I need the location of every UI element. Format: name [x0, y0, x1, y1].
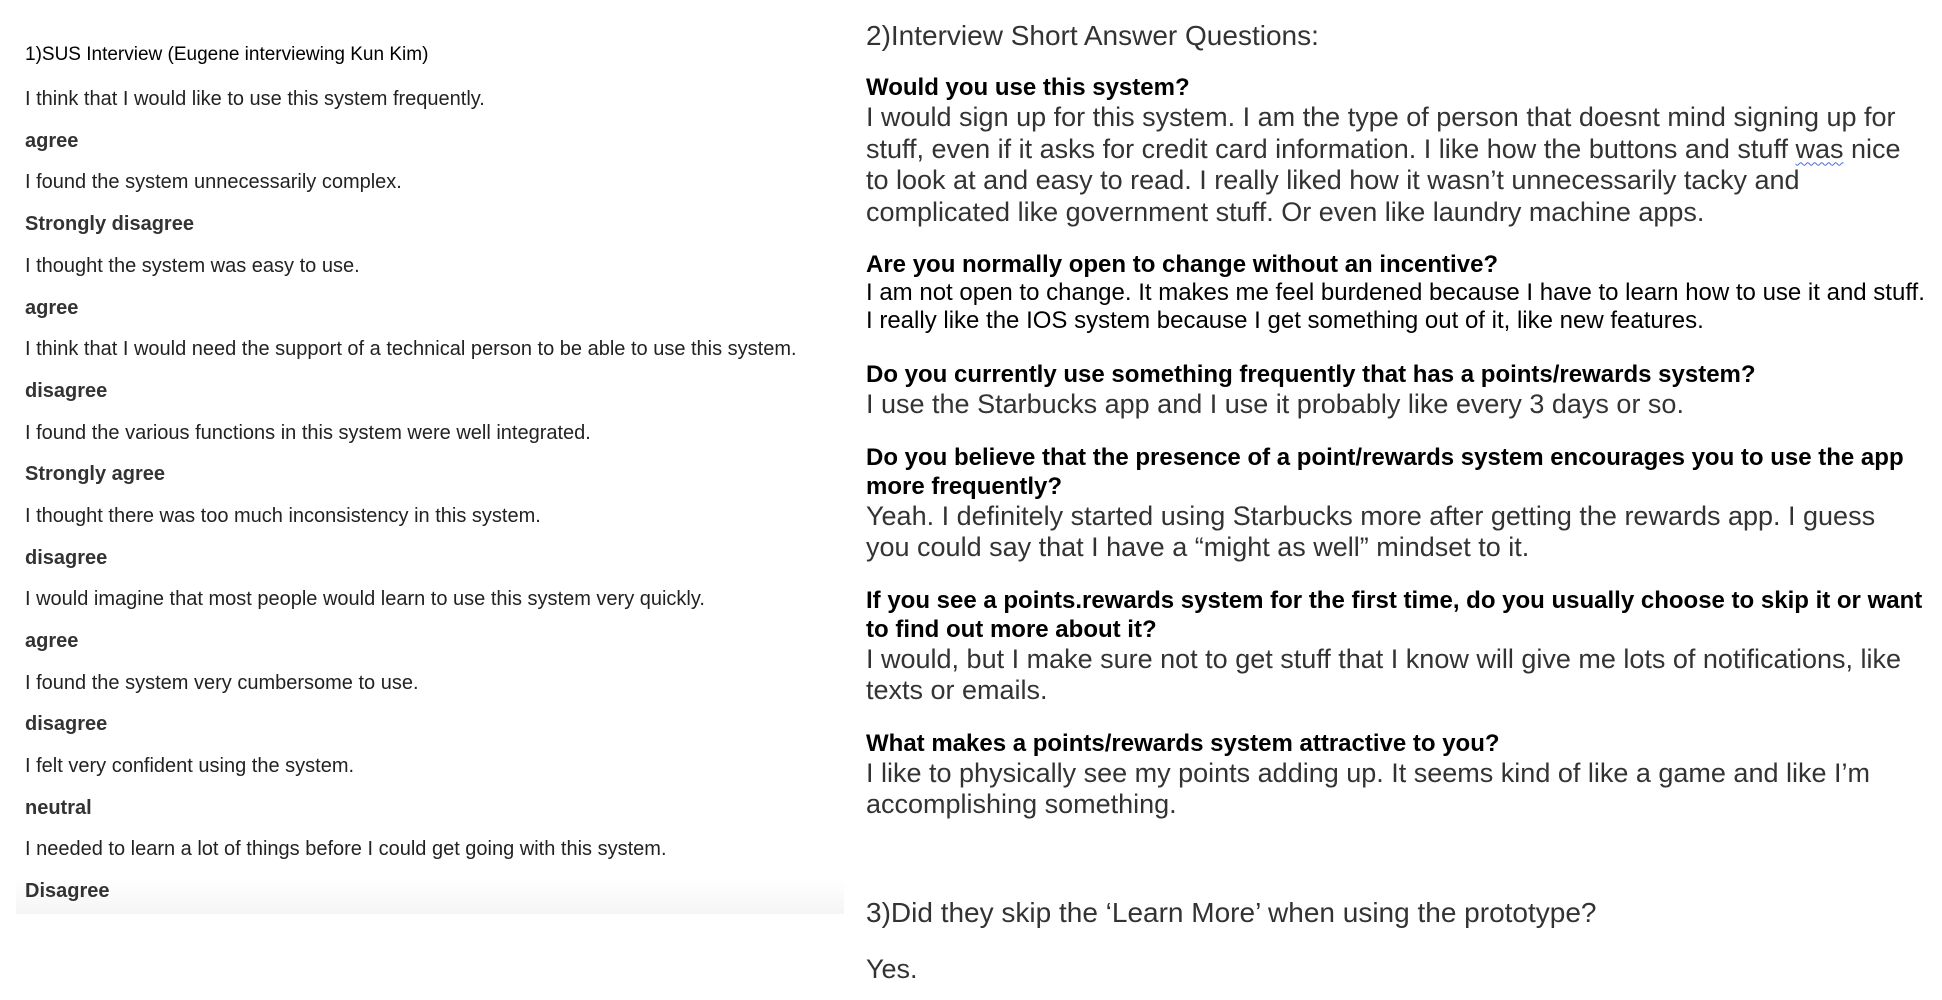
qa-block [866, 586, 1926, 707]
sus-answer: disagree [25, 713, 108, 735]
qa-block [866, 443, 1926, 564]
sus-answer: Strongly disagree [25, 213, 194, 235]
qa-answer-text: I would sign up for this system. I am the type of person that doesnt mind signing up for stuff, even if it asks for credit card information. I like how the buttons and stuff [866, 102, 1896, 164]
qa-block [866, 250, 1926, 335]
sus-question: I would imagine that most people would learn to use this system very quickly. [25, 588, 705, 610]
sus-title: 1)SUS Interview (Eugene interviewing Kun Kim) [25, 44, 429, 65]
qa-question: If you see a points.rewards system for the first time, do you usually choose to skip it or want to find out more about it? [866, 586, 1923, 643]
sus-question: I found the various functions in this system were well integrated. [25, 422, 591, 444]
sus-question: I think that I would like to use this system frequently. [25, 88, 485, 110]
qa-answer: I like to physically see my points adding up. It seems kind of like a game and like I’m accomplishing something. [866, 757, 1870, 819]
sus-answer: agree [25, 130, 79, 152]
qa-question: Do you currently use something frequently that has a points/rewards system? [866, 361, 1756, 388]
short-answer-heading: 2)Interview Short Answer Questions: [866, 20, 1319, 51]
qa-answer: Yeah. I definitely started using Starbucks more after getting the rewards app. I guess you could say that I have a “might as well” mindset to it. [866, 500, 1876, 562]
sus-question: I thought there was too much inconsistency in this system. [25, 505, 541, 527]
sus-answer: agree [25, 297, 79, 319]
short-answer-section [866, 20, 1926, 821]
prototype-heading: 3)Did they skip the ‘Learn More’ when using the prototype? [866, 897, 1597, 928]
spellcheck-flagged-word[interactable]: was [1795, 133, 1844, 164]
qa-answer: I would, but I make sure not to get stuff that I know will give me lots of notifications, like texts or emails. [866, 643, 1902, 705]
sus-answer: neutral [25, 797, 92, 819]
sus-question: I felt very confident using the system. [25, 755, 355, 777]
qa-answer-text: nice to look at and easy to read. I really liked how it wasn’t unnecessarily tacky and complicated like government stuff. Or even like laundry machine apps. [866, 133, 1901, 227]
qa-block [866, 73, 1926, 228]
sus-question: I thought the system was easy to use. [25, 255, 360, 277]
qa-question: Do you believe that the presence of a point/rewards system encourages you to use the app more frequently? [866, 443, 1904, 500]
qa-question: Are you normally open to change without an incentive? [866, 251, 1499, 278]
sus-answer: disagree [25, 547, 108, 569]
prototype-answer: Yes. [866, 954, 918, 984]
qa-answer: I am not open to change. It makes me feel burdened because I have to learn how to use it and stuff. I really like the IOS system because I get something out of it, like new features. [866, 279, 1925, 334]
sus-answer: disagree [25, 380, 108, 402]
qa-block [866, 360, 1926, 421]
sus-answer: agree [25, 630, 79, 652]
sus-answer: Disagree [25, 880, 110, 902]
sus-question: I think that I would need the support of a technical person to be able to use this system. [25, 338, 797, 360]
qa-answer: I use the Starbucks app and I use it probably like every 3 days or so. [866, 389, 1684, 419]
qa-question: What makes a points/rewards system attractive to you? [866, 729, 1500, 757]
qa-block [866, 729, 1926, 821]
sus-question: I found the system unnecessarily complex. [25, 171, 402, 193]
sus-question: I found the system very cumbersome to use. [25, 672, 419, 694]
qa-answer [866, 102, 1926, 228]
qa-question: Would you use this system? [866, 74, 1190, 101]
sus-question: I needed to learn a lot of things before I could get going with this system. [25, 838, 667, 860]
sus-answer: Strongly agree [25, 463, 166, 485]
